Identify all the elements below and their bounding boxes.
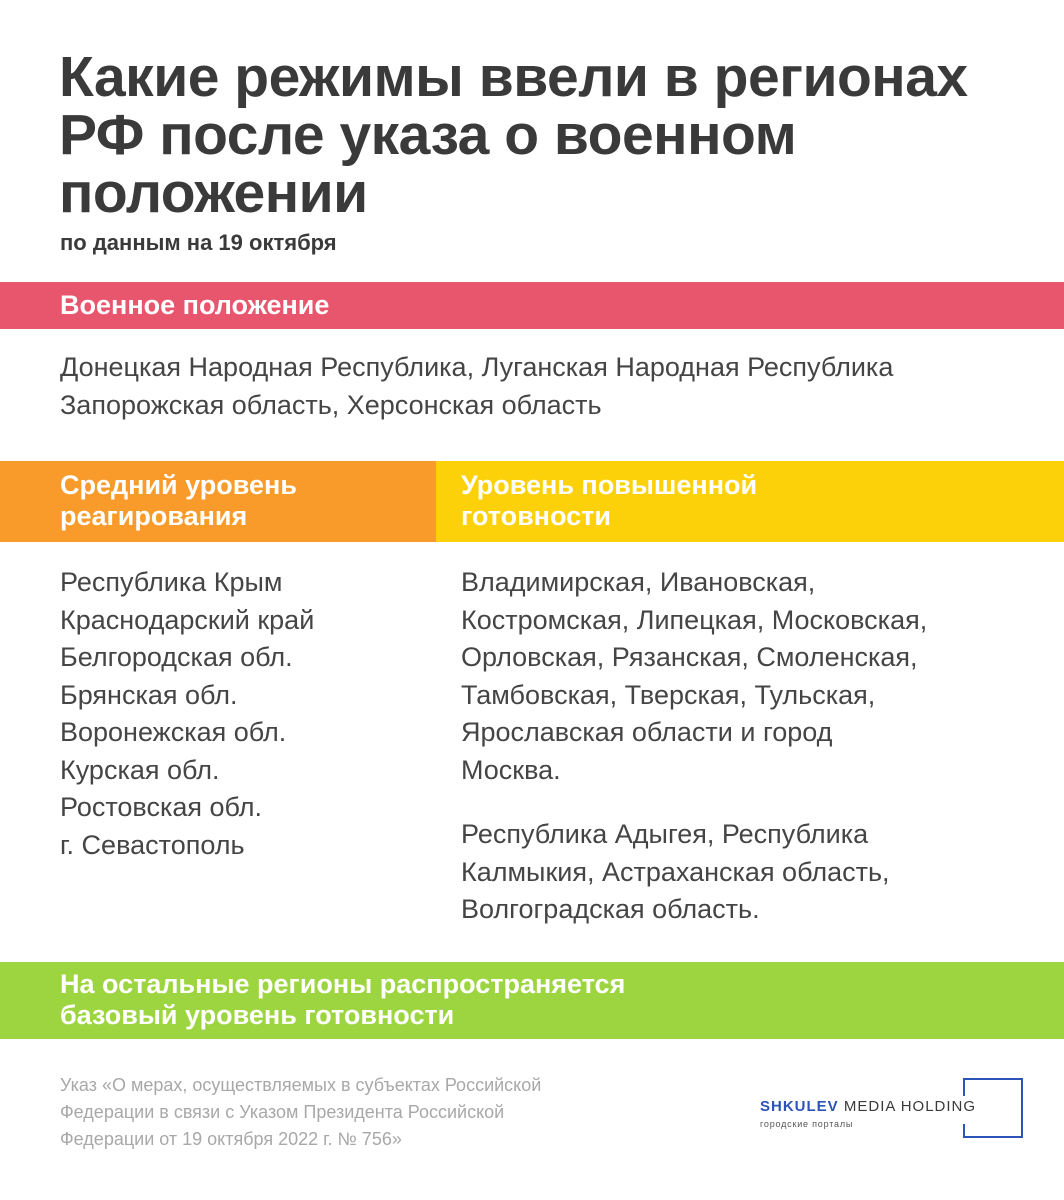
title-line-1 [59,45,1019,109]
high-readiness-header [436,461,1064,542]
heading-line: базовый уровень готовности [60,1000,455,1030]
heading-line: Уровень повышенной [461,470,758,500]
medium-response-heading [60,470,297,532]
region-line: Москва. [461,754,561,785]
title-highlight: указа о военном [339,103,797,167]
subtitle-date: по данным на 19 октября [60,230,337,255]
title-highlight: положении [59,161,368,225]
heading-line: На остальные регионы распространяется [60,969,626,999]
title-line-3 [59,161,1019,225]
logo-brand: SHKULEV [760,1098,839,1115]
region-line: Запорожская область, Херсонская область [60,390,602,420]
source-footnote [60,1072,660,1153]
martial-law-band [0,282,1064,329]
logo-tagline: городские порталы [760,1119,854,1129]
region-line: Волгоградская область. [461,894,760,924]
martial-law-heading: Военное положение [60,290,330,320]
region-line: Орловская, Рязанская, Смоленская, [461,642,918,672]
medium-response-header [0,461,436,542]
region-line: Донецкая Народная Республика, Луганская Народная Республика [60,352,894,382]
region-line: Владимирская, Ивановская, [461,567,816,597]
list-item: Краснодарский край [60,604,315,635]
region-line: Костромская, Липецкая, Московская, [461,604,928,635]
list-item: Воронежская обл. [60,717,287,747]
heading-line: готовности [461,501,611,531]
page-title [59,45,1019,225]
base-readiness-band [0,962,1064,1039]
high-readiness-regions-central [461,564,1041,789]
list-item: г. Севастополь [60,829,245,860]
footnote-line: Федерации от 19 октября 2022 г. № 756» [60,1129,402,1149]
region-line: Республика Адыгея, Республика [461,819,869,849]
medium-response-regions [60,564,314,864]
title-text: РФ после [59,103,340,167]
heading-line: реагирования [60,501,248,531]
region-line: Ярославская области и город [461,717,833,747]
response-levels-band [0,461,1064,542]
list-item: Республика Крым [60,567,283,597]
region-line: Тамбовская, Тверская, Тульская, [461,679,876,710]
list-item: Белгородская обл. [60,642,293,672]
heading-line: Средний уровень [60,470,297,500]
high-readiness-regions-south [461,816,1041,929]
footnote-line: Указ «О мерах, осуществляемых в субъектах Российской [60,1075,542,1095]
base-readiness-heading [60,969,625,1031]
footnote-line: Федерации в связи с Указом Президента Российской [60,1102,505,1122]
shkulev-media-logo [760,1078,1006,1136]
list-item: Брянская обл. [60,679,238,710]
list-item: Ростовская обл. [60,792,263,822]
title-line-2 [59,103,1019,167]
logo-rest: MEDIA HOLDING [838,1098,977,1115]
title-text: Какие режимы ввели в регионах [59,45,968,109]
high-readiness-heading [461,470,757,532]
region-line: Калмыкия, Астраханская область, [461,856,890,887]
list-item: Курская обл. [60,754,220,785]
logo-wordmark [760,1098,980,1115]
martial-law-regions [60,348,1040,424]
